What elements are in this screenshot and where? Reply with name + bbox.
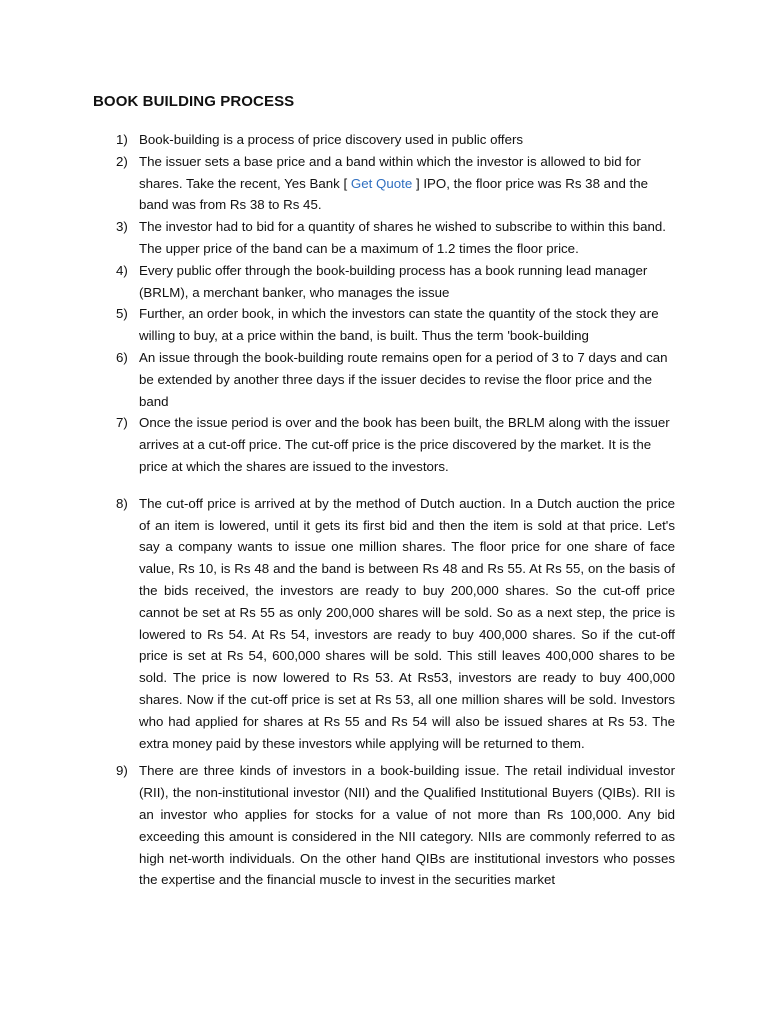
document-title: BOOK BUILDING PROCESS (93, 93, 295, 110)
list-item-text-after-link: ] IPO, the floor price was Rs 38 and the band was from Rs 38 to Rs 45. (139, 175, 649, 213)
list-item-number: 3) (116, 219, 128, 235)
list-item-number: 1) (116, 132, 128, 147)
list-item-text: Every public offer through the book-building process has a book running lead manager (BRLM), a merchant banker, who manages the issue (139, 262, 648, 300)
list-item-text: The investor had to bid for a quantity of shares he wished to subscribe to within this band. The upper price of the band can be a maximum of 1.2 times the floor price. (139, 219, 667, 256)
list-item (0, 260, 675, 304)
list-item (0, 412, 675, 477)
list-item-number: 2) (116, 153, 128, 169)
list-item (0, 347, 675, 412)
list-item-text: The cut-off price is arrived at by the method of Dutch auction. In a Dutch auction the price of an item is lowered, until it gets its first bid and then the item is sold at that price. Let's say a company wants to issue one million shares. The floor price for one share of face value, Rs 10, is Rs 48 and the band is between Rs 48 and Rs 55. At Rs 55, on the basis of the bids received, the investors are ready to buy 200,000 shares. So the cut-off price cannot be set at Rs 55 as only 200,000 shares will be sold. So as a next step, the price is lowered to Rs 54. At Rs 54, investors are ready to buy 400,000 shares. So if the cut-off price is set at Rs 54, 600,000 shares will be sold. This still leaves 400,000 shares to be sold. The price is now lowered to Rs 53. At Rs53, investors are ready to buy 400,000 shares. Now if the cut-off price is set at Rs 53, all one million shares will be sold. Investors who had applied for shares at Rs 55 and Rs 54 will also be issued shares at Rs 53. The extra money paid by these investors while applying will be returned to them. (139, 495, 675, 751)
list-item (0, 216, 675, 260)
list-item-text: There are three kinds of investors in a book-building issue. The retail individual investor (RII), the non-institutional investor (NII) and the Qualified Institutional Buyers (QIBs). RII is an investor who applies for stocks for a value of not more than Rs 100,000. Any bid exceeding this amount is considered in the NII category. NIIs are commonly referred to as high net-worth individuals. On the other hand QIBs are institutional investors who posses the expertise and the financial muscle to invest in the securities market (139, 763, 675, 888)
list-item-number: 4) (116, 262, 128, 278)
numbered-list (0, 129, 768, 891)
list-item-number: 5) (116, 306, 128, 322)
list-item-number: 8) (116, 495, 128, 511)
get-quote-link[interactable]: Get Quote (350, 175, 413, 191)
list-item (0, 493, 675, 755)
list-item-text: Once the issue period is over and the book has been built, the BRLM along with the issuer arrives at a cut-off price. The cut-off price is the price discovered by the market. It is the price at which the shares are issued to the investors. (139, 415, 670, 474)
list-item-number: 6) (116, 349, 128, 365)
list-item (0, 151, 675, 216)
list-item-text-before-link: The issuer sets a base price and a band within which the investor is allowed to bid for shares. Take the recent, Yes Bank [ (139, 153, 641, 191)
list-item (0, 760, 675, 891)
list-item-text: Book-building is a process of price discovery used in public offers (139, 132, 524, 147)
list-item (0, 303, 675, 347)
list-item-number: 9) (116, 763, 128, 779)
list-item (0, 129, 675, 151)
list-item-text: An issue through the book-building route remains open for a period of 3 to 7 days and can be extended by another three days if the issuer decides to revise the floor price and the band (139, 349, 668, 409)
list-item-text: Further, an order book, in which the investors can state the quantity of the stock they are willing to buy, at a price within the band, is built. Thus the term 'book-building (139, 306, 659, 344)
list-item-number: 7) (116, 415, 128, 431)
